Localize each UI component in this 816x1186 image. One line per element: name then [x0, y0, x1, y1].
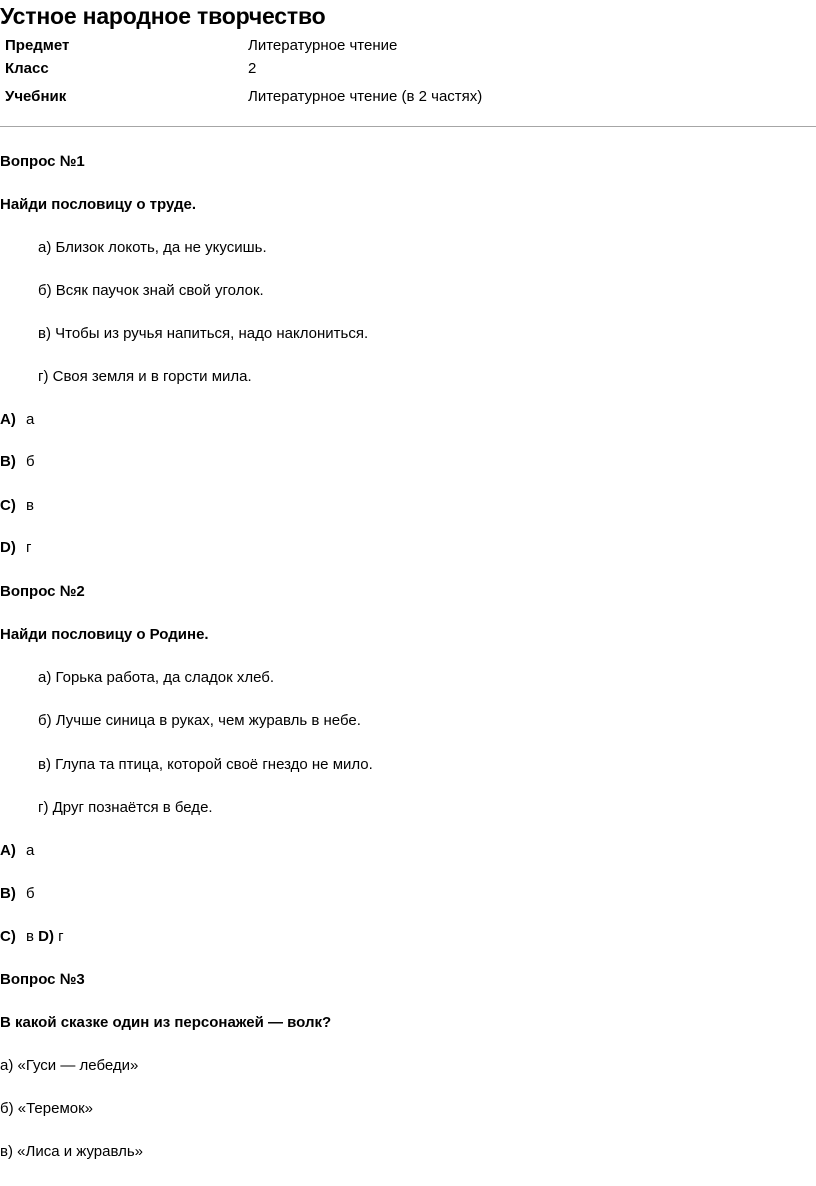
question-1-option: г) Своя земля и в горсти мила.: [38, 368, 252, 385]
question-1-answer-d[interactable]: [0, 539, 31, 556]
question-1-option: в) Чтобы из ручья напиться, надо наклониться.: [38, 325, 369, 342]
meta-label-subject: Предмет: [5, 37, 70, 54]
answer-value-inline: г: [58, 928, 64, 945]
answer-value: г: [26, 539, 32, 556]
answer-value: в: [26, 497, 34, 514]
question-3-option: б) «Теремок»: [0, 1100, 94, 1117]
question-3-option: в) «Лиса и журавль»: [0, 1143, 144, 1160]
question-1-prompt: Найди пословицу о труде.: [0, 196, 196, 213]
answer-key: D): [0, 539, 16, 556]
answer-key: A): [0, 842, 16, 859]
question-2-answer-a[interactable]: [0, 842, 34, 859]
header-divider: [0, 126, 816, 127]
question-2-option: а) Горька работа, да сладок хлеб.: [38, 669, 275, 686]
meta-value-subject: Литературное чтение: [248, 37, 398, 54]
question-2-answer-b[interactable]: [0, 885, 35, 902]
question-2-option: г) Друг познаётся в беде.: [38, 799, 213, 816]
question-2-option: б) Лучше синица в руках, чем журавль в небе.: [38, 712, 361, 729]
meta-label-grade: Класс: [5, 60, 49, 77]
question-2-answer-c[interactable]: [0, 928, 64, 945]
answer-value: б: [26, 453, 35, 470]
meta-value-textbook: Литературное чтение (в 2 частях): [248, 88, 483, 105]
meta-label-textbook: Учебник: [5, 88, 67, 105]
question-2-prompt: Найди пословицу о Родине.: [0, 626, 209, 643]
answer-value: а: [26, 411, 35, 428]
answer-key: B): [0, 453, 16, 470]
question-1-option: а) Близок локоть, да не укусишь.: [38, 239, 267, 256]
question-3-heading: Вопрос №3: [0, 971, 85, 988]
answer-key: C): [0, 928, 16, 945]
answer-key-inline: D): [38, 928, 54, 945]
answer-value: в: [26, 928, 34, 945]
meta-value-grade: 2: [248, 60, 257, 77]
page-title: Устное народное творчество: [0, 3, 326, 29]
answer-key: C): [0, 497, 16, 514]
question-1-heading: Вопрос №1: [0, 153, 85, 170]
question-3-prompt: В какой сказке один из персонажей — волк?: [0, 1014, 332, 1031]
question-2-option: в) Глупа та птица, которой своё гнездо не мило.: [38, 756, 373, 773]
question-1-answer-a[interactable]: [0, 411, 34, 428]
answer-value: а: [26, 842, 35, 859]
question-1-option: б) Всяк паучок знай свой уголок.: [38, 282, 264, 299]
answer-key: B): [0, 885, 16, 902]
answer-value: б: [26, 885, 35, 902]
question-1-answer-b[interactable]: [0, 453, 35, 470]
question-3-option: а) «Гуси — лебеди»: [0, 1057, 139, 1074]
question-1-answer-c[interactable]: [0, 497, 34, 514]
answer-key: A): [0, 411, 16, 428]
question-2-heading: Вопрос №2: [0, 583, 85, 600]
